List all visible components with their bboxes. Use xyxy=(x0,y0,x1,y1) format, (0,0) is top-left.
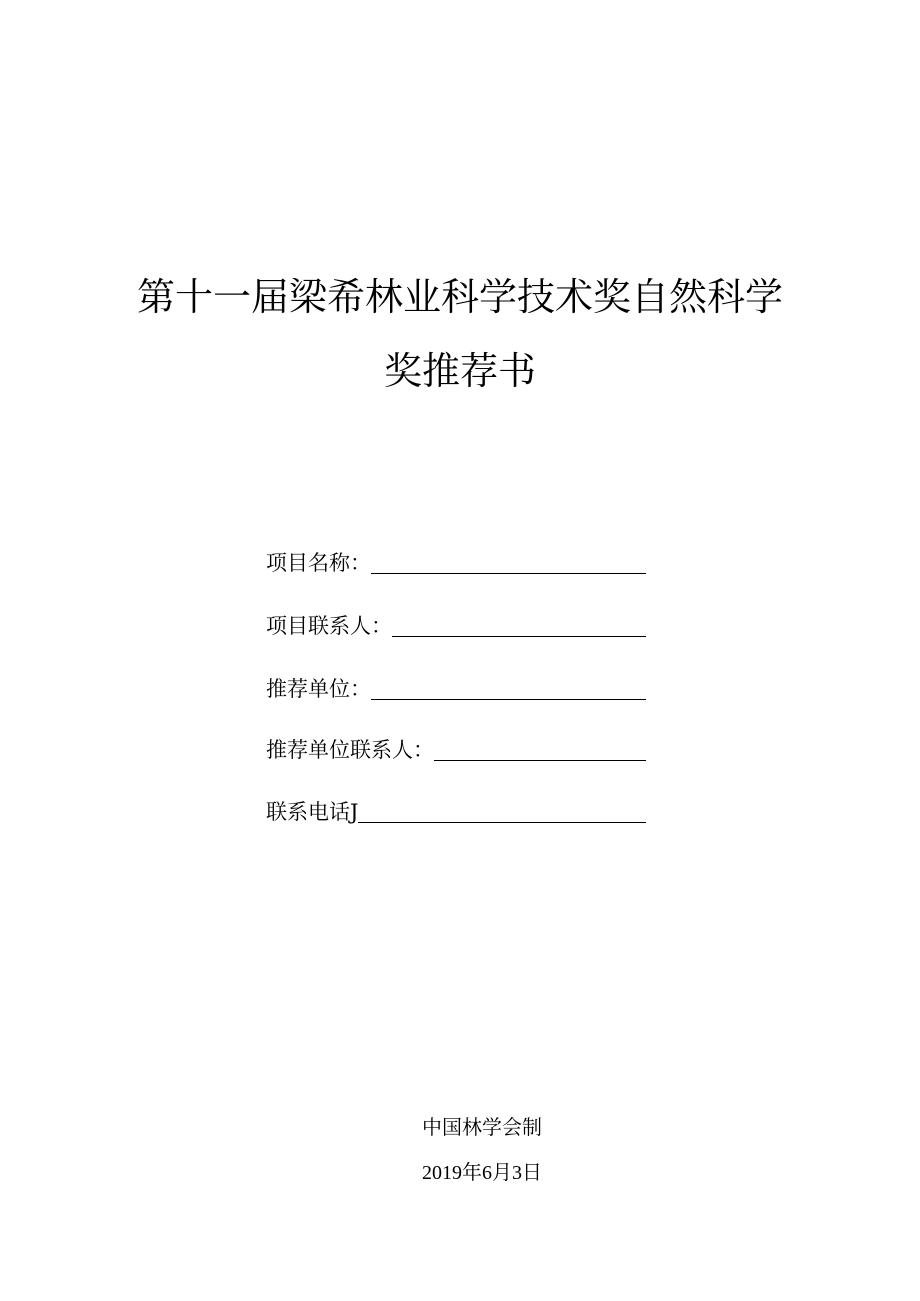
project-contact-blank-line xyxy=(392,636,646,637)
unit-contact-blank-line xyxy=(434,760,646,761)
unit-contact-label: 推荐单位联系人： xyxy=(266,738,434,762)
recommending-unit-blank-line xyxy=(371,699,646,700)
recommending-unit-label: 推荐单位： xyxy=(266,677,371,701)
issue-date: 2019年6月3日 xyxy=(422,1162,542,1184)
project-name-blank-line xyxy=(371,573,646,574)
unit-contact-field xyxy=(266,733,646,763)
document-title-line-1: 第十一届梁希林业科学技术奖自然科学 xyxy=(136,275,783,319)
project-name-label: 项目名称： xyxy=(266,551,371,575)
contact-phone-blank-line xyxy=(358,822,646,823)
recommending-unit-field xyxy=(266,672,646,702)
project-contact-field xyxy=(266,609,646,639)
contact-phone-label: 联系电话J xyxy=(266,800,359,824)
issuing-organization: 中国林学会制 xyxy=(422,1117,542,1139)
document-title-line-2: 奖推荐书 xyxy=(383,349,536,393)
project-name-field xyxy=(266,546,646,576)
contact-phone-field xyxy=(266,795,646,825)
project-contact-label: 项目联系人： xyxy=(266,614,392,638)
